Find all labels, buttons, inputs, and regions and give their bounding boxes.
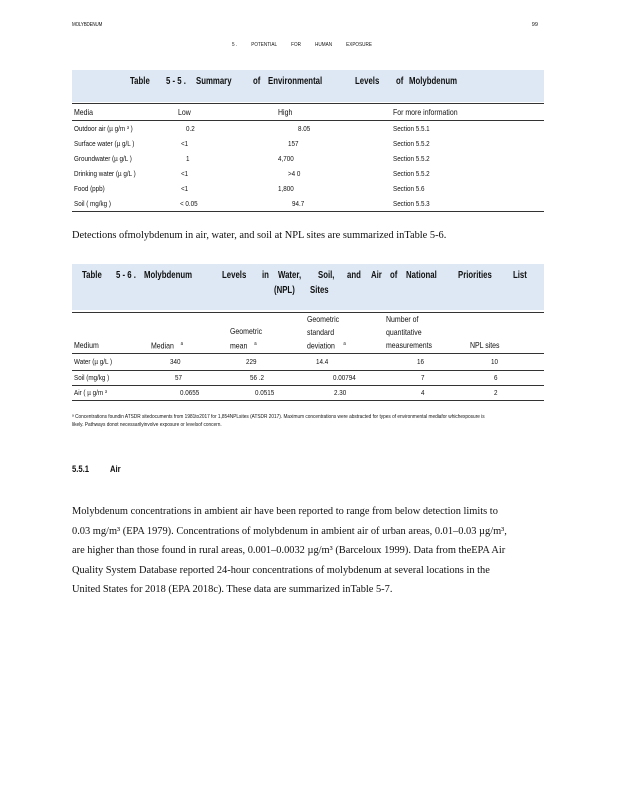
page-number: 99 [531, 22, 538, 28]
paragraph-line: 0.03 mg/m³ (EPA 1979). Concentrations of molybdenum in ambient air of urban areas, 0.01–0.03 µg/m³, [72, 525, 507, 537]
header-text: deviation [307, 341, 335, 351]
num-measurements-cell: 4 [421, 388, 425, 397]
table-footnote: ᵃ Concentrations foundin ATSDR sitedocuments from 1981to2017 for 1,854NPLsites (ATSDR 2017). Maximum concentrations were abstracted for types of environmental mediafor whichexposure is likely. Pathways donot necessarilyinvolve exposure or levelsof concern. [72, 414, 485, 428]
num-measurements-cell: 7 [421, 373, 425, 382]
caption-word: 5 - 6 . [116, 270, 136, 281]
column-header: For more information [393, 108, 458, 117]
caption-word: Molybdenum [144, 270, 193, 281]
high-cell: 94.7 [292, 199, 305, 208]
section-title: Air [110, 464, 121, 474]
geo-sd-cell: 14.4 [316, 357, 329, 366]
caption-word: List [513, 270, 527, 281]
geo-mean-cell: 56 .2 [250, 373, 264, 382]
caption-word: of [390, 270, 398, 281]
npl-sites-cell: 2 [494, 388, 498, 397]
npl-sites-cell: 10 [491, 357, 498, 366]
footnote-marker: a [343, 341, 346, 347]
table-rule [72, 353, 544, 354]
table-rule [72, 370, 544, 371]
high-cell: 8.05 [298, 124, 311, 133]
column-header-geo-sd-l1: Geometric [307, 315, 340, 324]
column-header-num-l2: quantitative [386, 328, 422, 337]
caption-word: Water, [278, 270, 302, 281]
column-header-geo-sd-l2: standard [307, 328, 335, 337]
chapter-number: 5 . [232, 42, 238, 48]
info-cell: Section 5.5.2 [393, 154, 430, 163]
media-cell: Groundwater (µ g/L ) [74, 154, 132, 163]
caption-word: Levels [222, 270, 247, 281]
table-rule [72, 211, 544, 212]
paragraph-line: Molybdenum concentrations in ambient air have been reported to range from below detection limits to [72, 506, 498, 517]
caption-word: of [253, 76, 261, 87]
geo-mean-cell: 229 [246, 357, 257, 366]
column-header-num-l1: Number of [386, 315, 419, 324]
caption-word: Priorities [458, 270, 492, 281]
low-cell: <1 [181, 139, 189, 148]
caption-word: National [406, 270, 437, 281]
column-header-median [151, 341, 183, 351]
media-cell: Soil ( mg/kg ) [74, 199, 112, 208]
media-cell: Outdoor air (µ g/m ³ ) [74, 124, 133, 133]
caption-word: of [396, 76, 404, 87]
geo-sd-cell: 0.00794 [333, 373, 356, 382]
column-header-num-l3: measurements [386, 341, 433, 350]
num-measurements-cell: 16 [417, 357, 424, 366]
chapter-heading [232, 42, 385, 48]
caption-word: Table [82, 270, 102, 281]
median-cell: 0.0655 [180, 388, 200, 397]
npl-sites-cell: 6 [494, 373, 498, 382]
medium-cell: Air ( µ g/m ³ [74, 388, 107, 397]
low-cell: 1 [186, 154, 190, 163]
air-paragraph [72, 502, 554, 600]
media-cell: Drinking water (µ g/L ) [74, 169, 136, 178]
caption-word: Levels [355, 76, 380, 87]
info-cell: Section 5.5.1 [393, 124, 430, 133]
low-cell: <1 [181, 169, 189, 178]
caption-word: 5 - 5 . [166, 76, 186, 87]
chapter-word: FOR [291, 42, 301, 48]
paragraph-line: Quality System Database reported 24-hour concentrations of molybdenum at several locations in the [72, 564, 490, 576]
caption-word: Soil, [318, 270, 335, 281]
median-cell: 340 [170, 357, 181, 366]
info-cell: Section 5.5.2 [393, 169, 430, 178]
column-header-geo-sd-l3 [307, 341, 346, 351]
caption-word: and [347, 270, 361, 281]
column-header: Low [178, 108, 191, 117]
table-rule [72, 385, 544, 386]
media-cell: Food (ppb) [74, 184, 105, 193]
caption-word: Summary [196, 76, 232, 87]
median-cell: 57 [175, 373, 182, 382]
column-header: High [278, 108, 293, 117]
high-cell: 4,700 [278, 154, 294, 163]
high-cell: >4 0 [288, 169, 301, 178]
chapter-word: POTENTIAL [251, 42, 278, 48]
low-cell: <1 [181, 184, 189, 193]
high-cell: 157 [288, 139, 299, 148]
column-header-medium: Medium [74, 341, 99, 350]
footnote-marker: a [180, 341, 183, 347]
high-cell: 1,800 [278, 184, 294, 193]
medium-cell: Soil (mg/kg ) [74, 373, 110, 382]
caption-word: Sites [310, 285, 329, 296]
chapter-word: HUMAN [315, 42, 333, 48]
header-text: Median [151, 341, 174, 351]
table-rule [72, 400, 544, 401]
info-cell: Section 5.6 [393, 184, 425, 193]
caption-word: Air [371, 270, 382, 281]
caption-word: (NPL) [274, 285, 295, 296]
table-5-5-caption [72, 70, 544, 102]
caption-word: Molybdenum [409, 76, 458, 87]
column-header-geo-mean-l1: Geometric [230, 327, 263, 336]
chapter-word: EXPOSURE [346, 42, 372, 48]
table-5-6-caption [72, 264, 544, 310]
table-rule [72, 103, 544, 104]
column-header: Media [74, 108, 93, 117]
caption-word: in [262, 270, 269, 281]
media-cell: Surface water (µ g/L ) [74, 139, 135, 148]
column-header-geo-mean-l2 [230, 341, 257, 351]
header-text: mean [230, 341, 248, 351]
info-cell: Section 5.5.3 [393, 199, 430, 208]
footnote-marker: a [254, 341, 257, 347]
paragraph-line: United States for 2018 (EPA 2018c). These data are summarized inTable 5-7. [72, 584, 393, 595]
detections-paragraph: Detections ofmolybdenum in air, water, and soil at NPL sites are summarized inTable 5-6. [72, 230, 447, 241]
column-header-npl: NPL sites [470, 341, 500, 350]
caption-word: Environmental [268, 76, 323, 87]
section-number: 5.5.1 [72, 464, 90, 474]
table-rule [72, 120, 544, 121]
table-rule [72, 312, 544, 313]
paragraph-line: are higher than those found in rural areas, 0.001–0.0032 µg/m³ (Barceloux 1999). Data from theEPA Air [72, 545, 506, 556]
caption-word: Table [130, 76, 150, 87]
low-cell: < 0.05 [180, 199, 198, 208]
geo-mean-cell: 0.0515 [255, 388, 275, 397]
geo-sd-cell: 2.30 [334, 388, 347, 397]
info-cell: Section 5.5.2 [393, 139, 430, 148]
low-cell: 0.2 [186, 124, 195, 133]
medium-cell: Water (µ g/L ) [74, 357, 113, 366]
running-title: MOLYBDENUM [72, 22, 103, 28]
